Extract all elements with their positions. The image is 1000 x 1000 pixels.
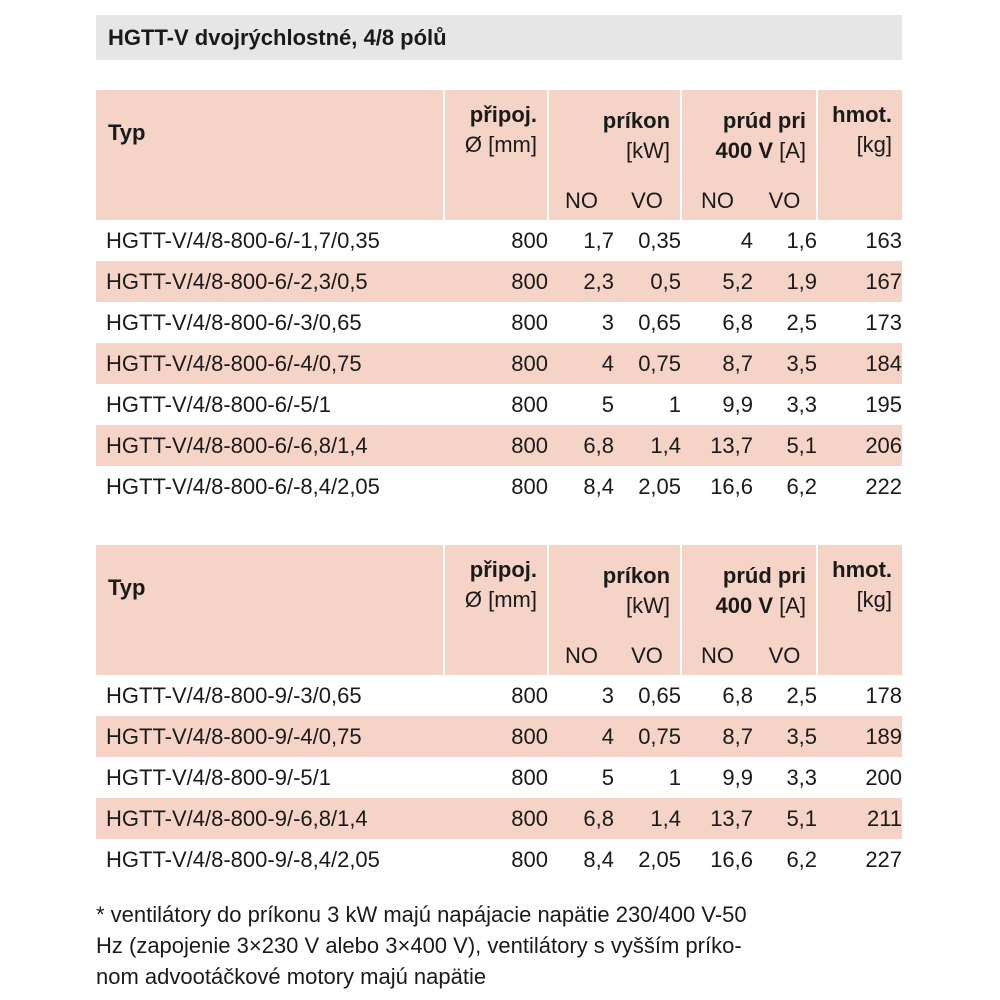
cell-power-vo: 0,75: [614, 716, 681, 757]
cell-power-vo: 0,5: [614, 261, 681, 302]
cell-current-no: 9,9: [722, 764, 754, 790]
header-prikon-vo: VO: [614, 637, 681, 675]
cell-diameter: 800: [444, 716, 548, 757]
cell-typ: HGTT-V/4/8-800-9/-4/0,75: [96, 716, 444, 757]
header-prud: prúd pri 400 V [A]: [681, 90, 817, 182]
cell-typ: HGTT-V/4/8-800-9/-5/1: [106, 764, 331, 790]
header-prikon: príkon [kW]: [548, 90, 681, 182]
header-prikon: príkon [kW]: [548, 545, 681, 637]
table-row: [96, 716, 902, 757]
cell-current-no: 16,6: [710, 473, 754, 499]
cell-current-vo: 6,2: [786, 846, 818, 872]
cell-diameter: 800: [511, 682, 548, 708]
spec-table-6-blade: [96, 90, 902, 507]
footnote: [96, 899, 902, 992]
cell-typ: HGTT-V/4/8-800-6/-6,8/1,4: [96, 425, 444, 466]
cell-power-no: 8,4: [583, 846, 614, 872]
cell-weight: 211: [817, 798, 902, 839]
header-hmot: hmot. [kg]: [817, 545, 902, 675]
cell-power-no: 2,3: [548, 261, 614, 302]
cell-current-vo: 5,1: [753, 425, 817, 466]
cell-typ: HGTT-V/4/8-800-6/-2,3/0,5: [96, 261, 444, 302]
cell-weight: 200: [865, 764, 903, 790]
cell-power-no: 3: [601, 309, 614, 335]
section-title-bar: [96, 15, 902, 60]
cell-current-vo: 3,3: [786, 764, 818, 790]
cell-diameter: 800: [444, 425, 548, 466]
cell-power-vo: 2,05: [638, 846, 682, 872]
section-title: HGTT-V dvojrýchlostné, 4/8 pólů: [108, 25, 447, 50]
cell-power-vo: 0,65: [638, 682, 682, 708]
cell-current-vo: 1,9: [753, 261, 817, 302]
cell-current-vo: 3,5: [753, 716, 817, 757]
cell-current-no: 8,7: [681, 343, 753, 384]
cell-current-vo: 3,3: [786, 391, 818, 417]
table-row: [96, 757, 902, 798]
cell-current-no: 4: [740, 227, 754, 253]
cell-diameter: 800: [444, 261, 548, 302]
cell-typ: HGTT-V/4/8-800-6/-8,4/2,05: [106, 473, 380, 499]
cell-diameter: 800: [511, 473, 548, 499]
cell-diameter: 800: [511, 227, 548, 253]
cell-power-vo: 2,05: [638, 473, 682, 499]
header-prud-no: NO: [681, 182, 753, 220]
header-prud-vo: VO: [753, 637, 817, 675]
cell-power-no: 8,4: [583, 473, 614, 499]
cell-current-vo: 5,1: [753, 798, 817, 839]
cell-power-no: 6,8: [548, 425, 614, 466]
cell-typ: HGTT-V/4/8-800-9/-6,8/1,4: [96, 798, 444, 839]
cell-current-no: 16,6: [710, 846, 754, 872]
cell-power-vo: 1: [668, 391, 682, 417]
cell-current-no: 6,8: [722, 309, 754, 335]
cell-diameter: 800: [511, 846, 548, 872]
cell-weight: 227: [865, 846, 903, 872]
cell-weight: 184: [817, 343, 902, 384]
table-row: [96, 425, 902, 466]
cell-typ: HGTT-V/4/8-800-6/-3/0,65: [106, 309, 362, 335]
cell-diameter: 800: [511, 309, 548, 335]
cell-diameter: 800: [511, 764, 548, 790]
cell-power-vo: 0,35: [638, 227, 682, 253]
cell-current-vo: 2,5: [786, 682, 818, 708]
cell-current-vo: 6,2: [786, 473, 818, 499]
cell-weight: 178: [865, 682, 903, 708]
table-row: [96, 302, 902, 343]
cell-weight: 163: [865, 227, 903, 253]
table-row: [96, 466, 902, 507]
table-row: [96, 384, 902, 425]
cell-power-no: 1,7: [583, 227, 614, 253]
cell-power-vo: 0,65: [638, 309, 682, 335]
table-row: [96, 798, 902, 839]
cell-weight: 167: [817, 261, 902, 302]
cell-typ: HGTT-V/4/8-800-6/-1,7/0,35: [106, 227, 380, 253]
header-typ: Typ: [96, 545, 444, 675]
footnote-line-3: nom advootáčkové motory majú napätie: [96, 964, 487, 989]
cell-current-no: 13,7: [681, 425, 753, 466]
header-prikon-no: NO: [548, 182, 614, 220]
cell-current-no: 13,7: [681, 798, 753, 839]
cell-diameter: 800: [444, 798, 548, 839]
cell-weight: 189: [817, 716, 902, 757]
cell-power-vo: 0,75: [614, 343, 681, 384]
cell-current-no: 9,9: [722, 391, 754, 417]
spec-table-9-blade: [96, 545, 902, 880]
cell-diameter: 800: [511, 391, 548, 417]
cell-current-vo: 1,6: [786, 227, 818, 253]
cell-current-vo: 3,5: [753, 343, 817, 384]
cell-power-no: 4: [548, 343, 614, 384]
cell-typ: HGTT-V/4/8-800-9/-8,4/2,05: [106, 846, 380, 872]
cell-current-no: 8,7: [681, 716, 753, 757]
cell-power-vo: 1: [668, 764, 682, 790]
cell-current-no: 5,2: [681, 261, 753, 302]
cell-power-no: 5: [601, 764, 614, 790]
cell-power-no: 4: [548, 716, 614, 757]
footnote-line-2: Hz (zapojenie 3×230 V alebo 3×400 V), ventilátory s vyšším príko-: [96, 933, 742, 958]
header-prud-no: NO: [681, 637, 753, 675]
header-prud: prúd pri 400 V [A]: [681, 545, 817, 637]
cell-typ: HGTT-V/4/8-800-6/-4/0,75: [96, 343, 444, 384]
cell-diameter: 800: [444, 343, 548, 384]
header-pripoj: připoj. Ø [mm]: [444, 90, 548, 220]
cell-power-no: 6,8: [548, 798, 614, 839]
cell-current-no: 6,8: [722, 682, 754, 708]
header-typ: Typ: [96, 90, 444, 220]
header-hmot: hmot. [kg]: [817, 90, 902, 220]
table-row: [96, 343, 902, 384]
cell-weight: 195: [865, 391, 903, 417]
header-prud-vo: VO: [753, 182, 817, 220]
cell-typ: HGTT-V/4/8-800-9/-3/0,65: [106, 682, 362, 708]
cell-weight: 206: [817, 425, 902, 466]
cell-power-vo: 1,4: [614, 798, 681, 839]
cell-power-no: 3: [601, 682, 614, 708]
cell-weight: 173: [865, 309, 903, 335]
header-pripoj: připoj. Ø [mm]: [444, 545, 548, 675]
header-prikon-no: NO: [548, 637, 614, 675]
cell-typ: HGTT-V/4/8-800-6/-5/1: [106, 391, 331, 417]
cell-current-vo: 2,5: [786, 309, 818, 335]
table-row: [96, 261, 902, 302]
cell-power-vo: 1,4: [614, 425, 681, 466]
cell-power-no: 5: [601, 391, 614, 417]
cell-weight: 222: [865, 473, 903, 499]
table-row: [96, 220, 902, 261]
table-row: [96, 675, 902, 716]
footnote-line-1: * ventilátory do príkonu 3 kW majú napájacie napätie 230/400 V-50: [96, 902, 747, 927]
table-row: [96, 839, 902, 880]
header-prikon-vo: VO: [614, 182, 681, 220]
